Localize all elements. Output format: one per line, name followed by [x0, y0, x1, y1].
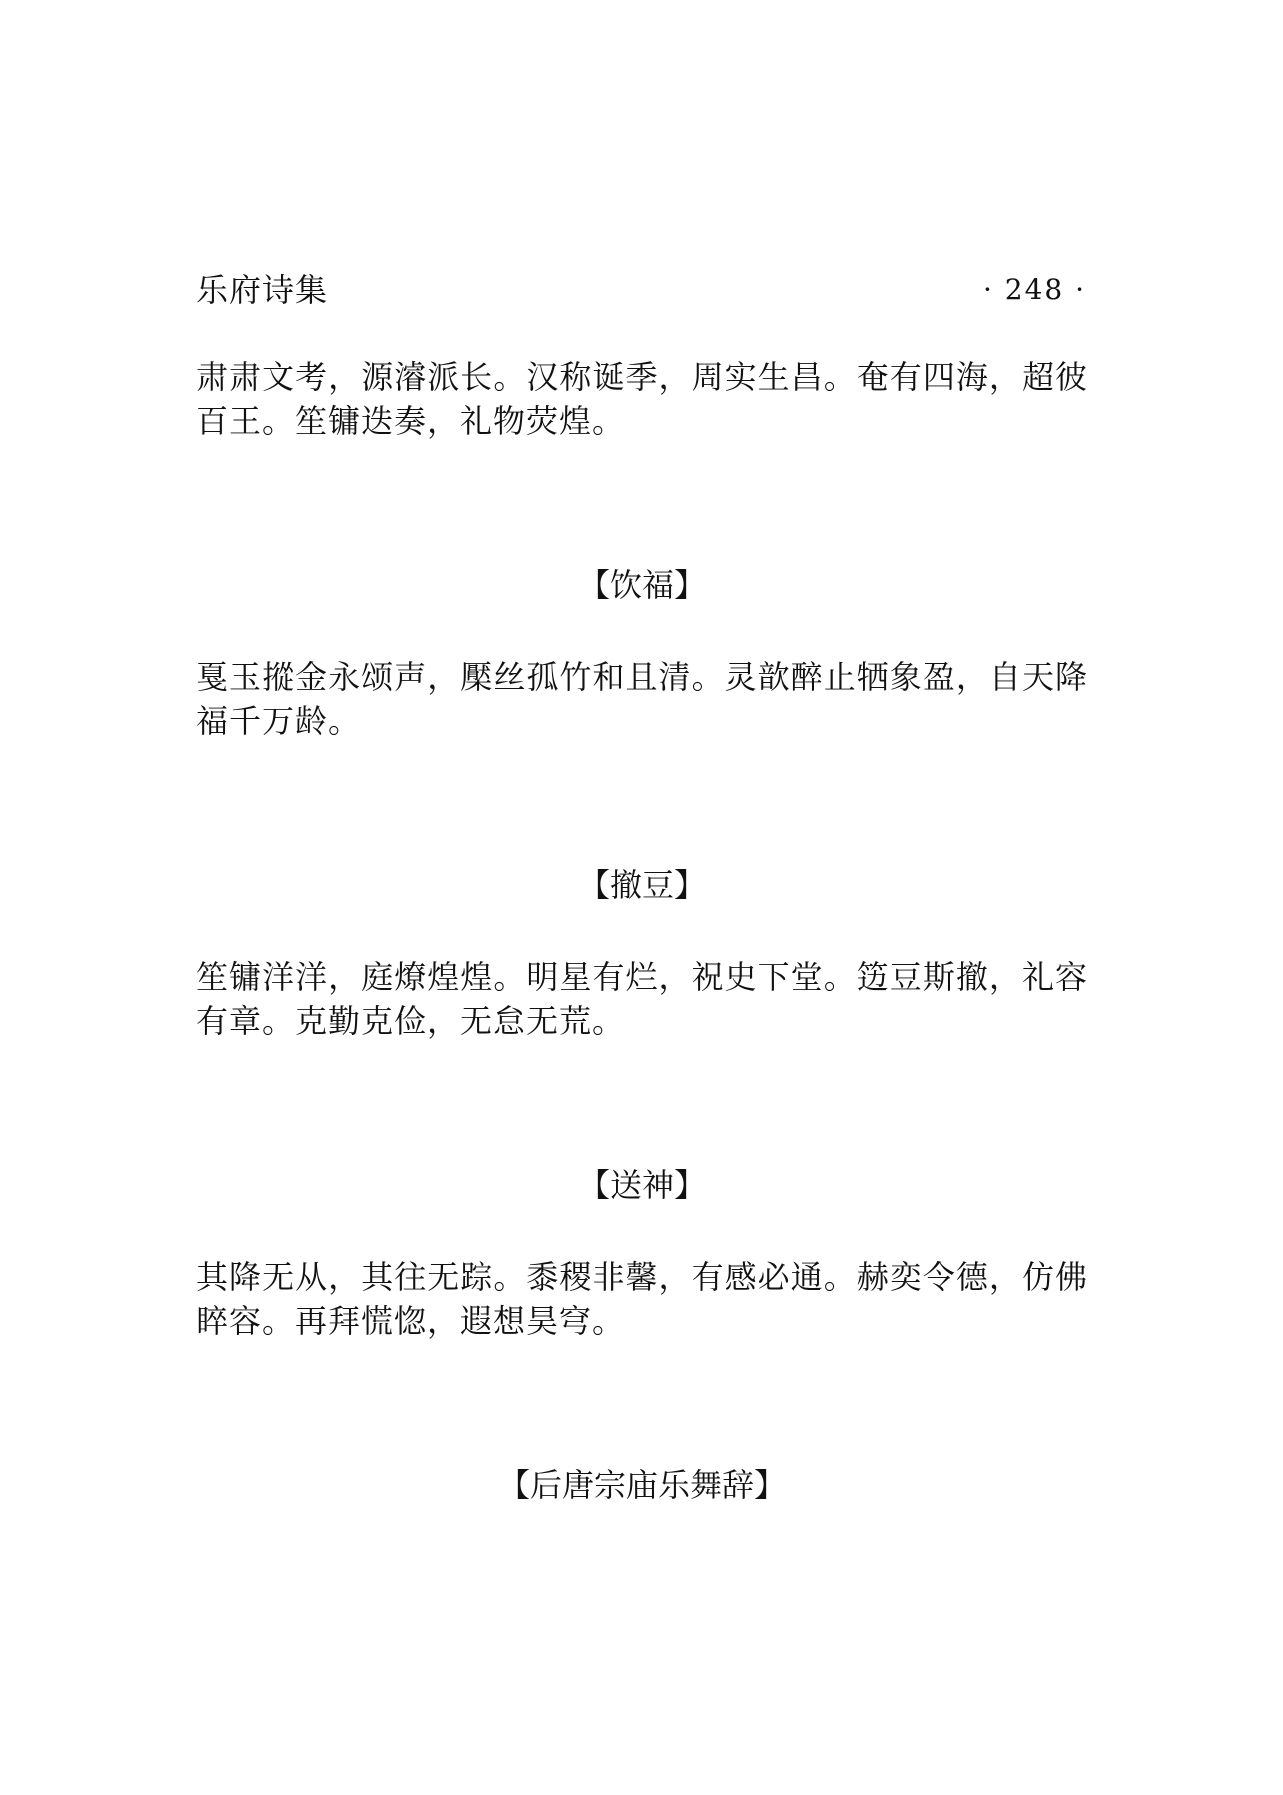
section-heading-chedou: 【撤豆】 [577, 866, 706, 904]
section-heading-houtang: 【后唐宗庙乐舞辞】 [497, 1466, 786, 1504]
section-heading-yinfu: 【饮福】 [577, 566, 706, 604]
page-number: · 248 · [982, 273, 1086, 306]
poem-paragraph-chedou: 笙镛洋洋，庭燎煌煌。明星有烂，祝史下堂。笾豆斯撤，礼容有章。克勤克俭，无怠无荒。 [196, 958, 1088, 1040]
section-heading-songshen: 【送神】 [577, 1166, 706, 1204]
poem-paragraph-continued: 肃肃文考，源濬派长。汉称诞季，周实生昌。奄有四海，超彼百王。笙镛迭奏，礼物荧煌。 [196, 358, 1088, 440]
poem-paragraph-songshen: 其降无从，其往无踪。黍稷非馨，有感必通。赫奕令德，仿佛睟容。再拜慌惚，遐想昊穹。 [196, 1258, 1088, 1340]
poem-paragraph-yinfu: 戛玉摐金永颂声，檿丝孤竹和且清。灵歆醉止牺象盈，自天降福千万龄。 [196, 658, 1088, 740]
book-title: 乐府诗集 [196, 271, 329, 309]
running-head [196, 268, 1086, 312]
